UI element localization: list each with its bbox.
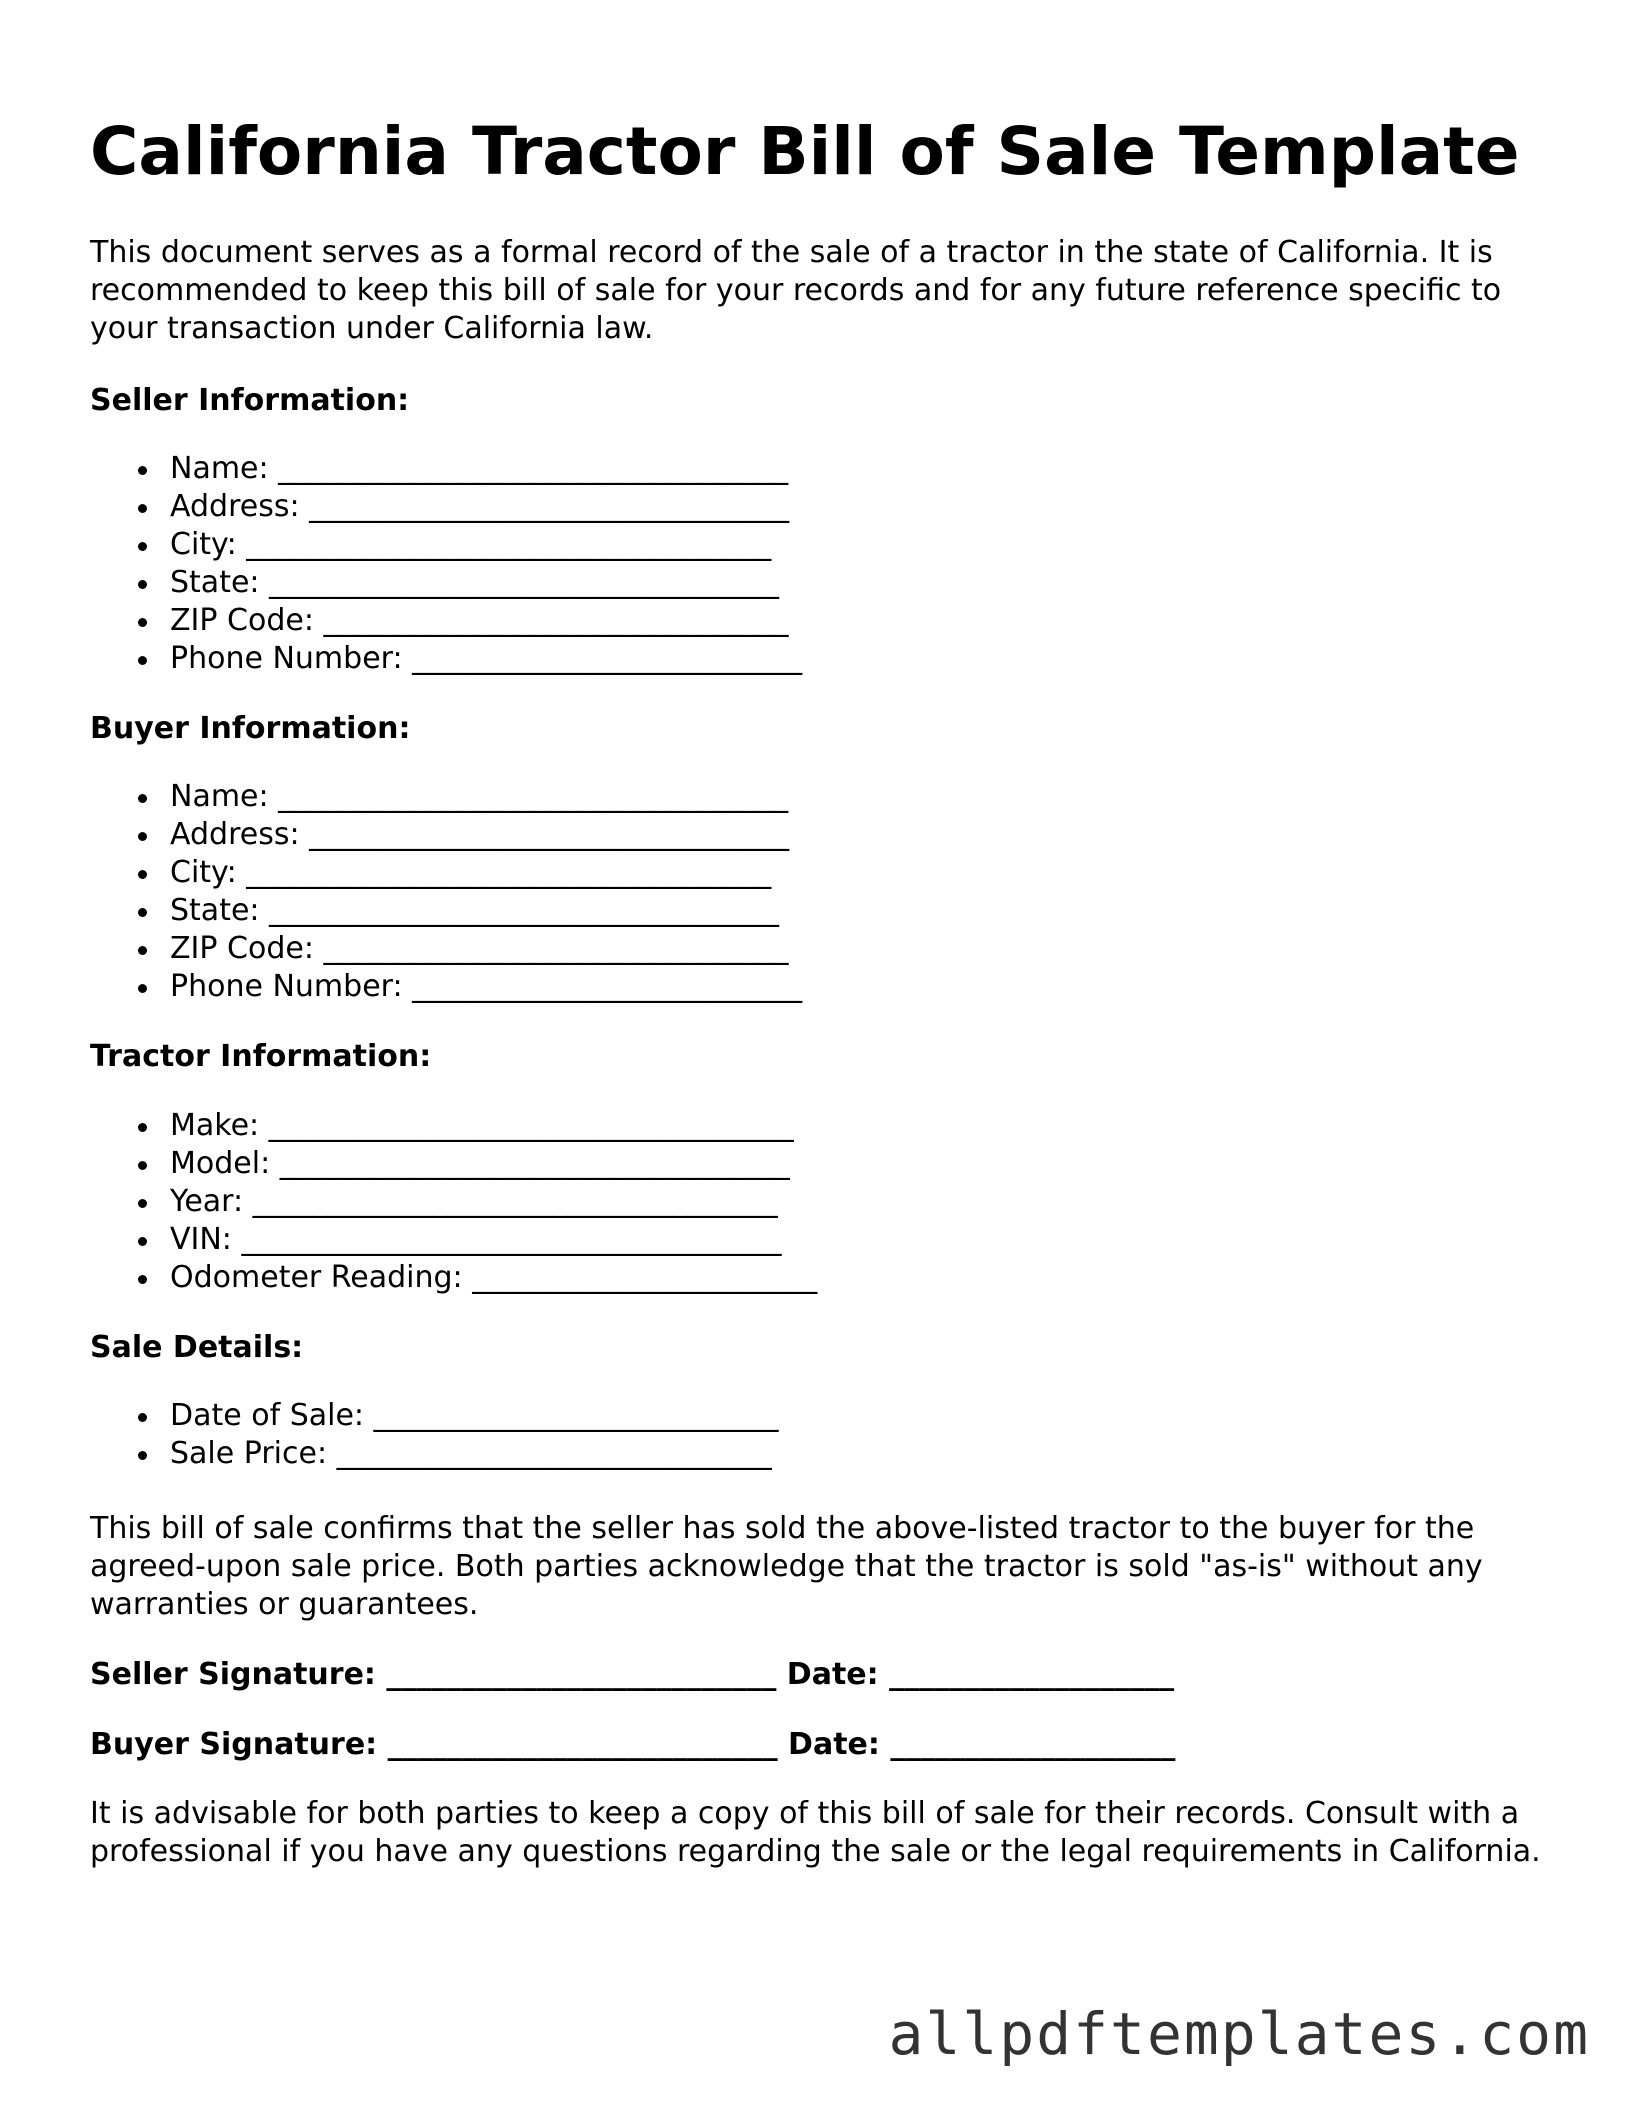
seller-zip-field: ZIP Code: _______________________________ xyxy=(170,602,802,640)
seller-city-field: City: ___________________________________ xyxy=(170,526,802,564)
watermark-logo: allpdftemplates.com xyxy=(888,2000,1590,2068)
seller-phone-field: Phone Number: __________________________ xyxy=(170,641,803,676)
tractor-model-field: Model: __________________________________ xyxy=(170,1145,817,1183)
tractor-field-list xyxy=(90,1107,817,1297)
buyer-field-list xyxy=(90,778,802,1006)
tractor-vin-field: VIN: ____________________________________ xyxy=(170,1221,817,1259)
confirmation-paragraph: This bill of sale confirms that the seller has sold the above-listed tractor to the buyer for the agreed-upon sale price. Both parties acknowledge that the tractor is sold "as-is" without any warranties or guarantees. xyxy=(90,1511,1483,1622)
tractor-make-field: Make: ___________________________________ xyxy=(170,1107,817,1145)
buyer-zip-field: ZIP Code: _______________________________ xyxy=(170,930,802,968)
closing-paragraph: It is advisable for both parties to keep a copy of this bill of sale for their records. Consult with a professional if you have any questions regarding the sale or the legal requirements in California. xyxy=(90,1796,1541,1869)
buyer-city-field: City: ___________________________________ xyxy=(170,854,802,892)
seller-heading: Seller Information: xyxy=(90,383,410,418)
seller-address-field: Address: ________________________________ xyxy=(170,488,802,526)
seller-name-field: Name: __________________________________ xyxy=(170,450,802,488)
buyer-heading: Buyer Information: xyxy=(90,711,411,746)
sale-heading: Sale Details: xyxy=(90,1330,304,1365)
buyer-state-field: State: __________________________________ xyxy=(170,892,802,930)
buyer-phone-field: Phone Number: __________________________ xyxy=(170,969,803,1004)
tractor-year-field: Year: ___________________________________ xyxy=(170,1183,817,1221)
sale-price-field: Sale Price: _____________________________ xyxy=(170,1435,779,1473)
seller-state-field: State: __________________________________ xyxy=(170,564,802,602)
tractor-heading: Tractor Information: xyxy=(90,1039,432,1074)
intro-paragraph: This document serves as a formal record of the sale of a tractor in the state of California. It is recommended to keep this bill of sale for your records and for any future reference specific to your transaction under California law. xyxy=(90,235,1502,346)
document-title: California Tractor Bill of Sale Template xyxy=(90,113,1520,190)
sale-field-list xyxy=(90,1397,779,1473)
tractor-odometer-field: Odometer Reading: _______________________ xyxy=(170,1260,818,1295)
seller-field-list xyxy=(90,450,802,678)
buyer-name-field: Name: __________________________________ xyxy=(170,778,802,816)
sale-date-field: Date of Sale: ___________________________ xyxy=(170,1398,779,1433)
seller-signature-line: Seller Signature: __________________________ Date: ___________________ xyxy=(90,1657,1175,1692)
buyer-address-field: Address: ________________________________ xyxy=(170,816,802,854)
buyer-signature-line: Buyer Signature: __________________________ Date: ___________________ xyxy=(90,1727,1176,1762)
